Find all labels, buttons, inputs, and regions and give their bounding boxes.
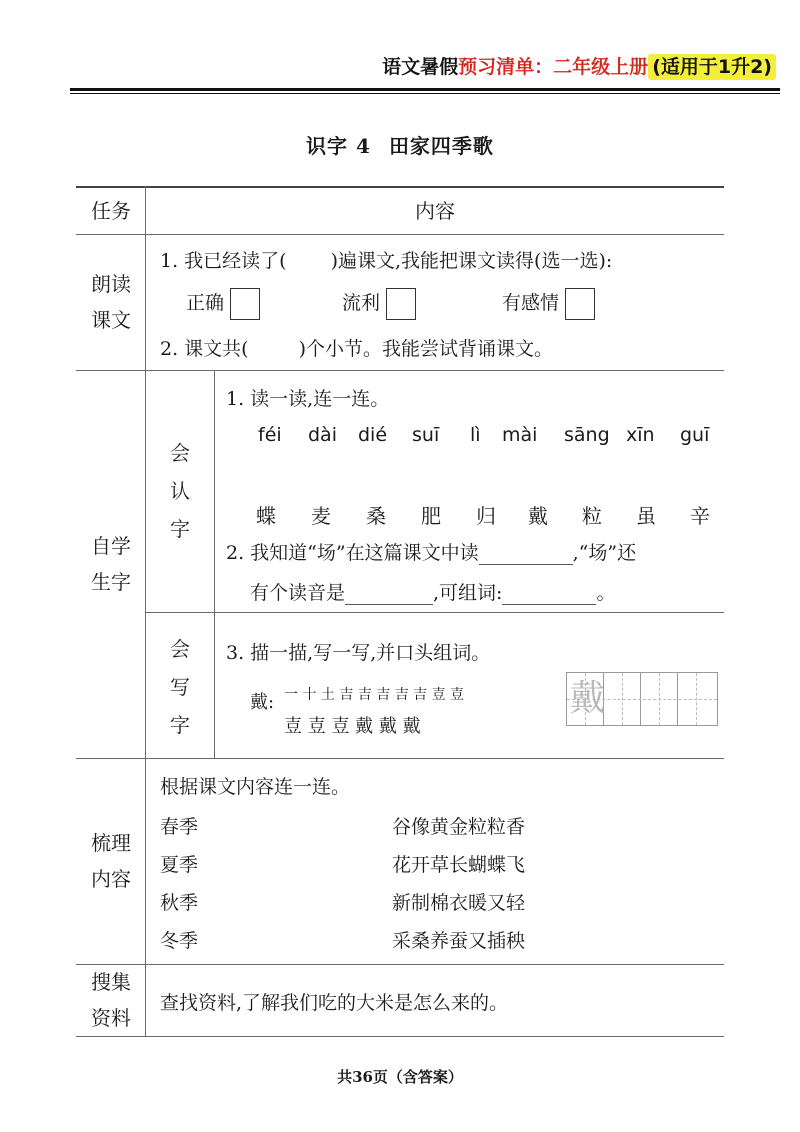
row-divider (76, 758, 724, 759)
season-item[interactable]: 春季 (160, 816, 199, 838)
page-footer: 共36页（含答案） (337, 1068, 463, 1086)
stroke-order-row-2: 壴 壴 壴 戴 戴 戴 (284, 716, 421, 737)
question-text: )遍课文,我能把课文读得(选一选): (330, 250, 613, 272)
stroke-order-label: 戴: (250, 692, 275, 713)
season-item[interactable]: 夏季 (160, 854, 199, 876)
hanzi-item[interactable]: 虽 (636, 504, 656, 528)
lesson-name: 田家四季歌 (388, 134, 494, 158)
pinyin-item[interactable]: guī (680, 424, 710, 446)
reading-question-1 (160, 246, 612, 273)
sub-label-write (162, 630, 198, 744)
reading-question-2 (160, 334, 553, 361)
row-label-line: 资料 (91, 1006, 131, 1030)
page-header (382, 52, 776, 79)
header-title-part1: 语文暑假 (382, 56, 459, 78)
season-item[interactable]: 冬季 (160, 930, 199, 952)
row-label-line: 梳理 (91, 831, 131, 855)
sub-label-recognize (162, 434, 198, 548)
option-checkbox[interactable] (230, 288, 260, 320)
hanzi-item[interactable]: 蝶 (256, 504, 276, 528)
row-label-line: 课文 (91, 308, 131, 332)
header-rule-thick (70, 88, 780, 91)
answer-blank[interactable] (249, 341, 299, 361)
row-label-reading (76, 234, 146, 370)
lesson-label: 识字 4 (306, 134, 371, 158)
row-label-collect (76, 964, 146, 1036)
hanzi-item[interactable]: 麦 (311, 504, 331, 528)
self-study-question-1: 1. 读一读,连一连。 (226, 388, 390, 410)
grid-guide (622, 673, 623, 725)
option-label: 正确 (186, 292, 225, 314)
question-text: 。 (596, 582, 616, 604)
pinyin-item[interactable]: xīn (626, 424, 655, 446)
reading-option-emotion (502, 288, 595, 320)
sub-label-char: 字 (170, 517, 190, 541)
hanzi-item[interactable]: 桑 (366, 504, 386, 528)
row-label-line: 生字 (91, 570, 131, 594)
header-rule-thin (70, 93, 780, 94)
row-label-self-study (76, 370, 146, 758)
pinyin-item[interactable]: mài (502, 424, 538, 446)
option-label: 流利 (342, 292, 381, 314)
column-divider (214, 370, 215, 758)
trace-character: 戴 (569, 678, 606, 719)
pinyin-item[interactable]: dài (308, 424, 337, 446)
hanzi-item[interactable]: 肥 (421, 504, 441, 528)
question-text: 1. 我已经读了( (160, 250, 287, 272)
answer-blank[interactable] (479, 544, 573, 565)
hanzi-item[interactable]: 归 (476, 504, 496, 528)
grid-guide (696, 673, 697, 725)
column-header-task: 任务 (91, 199, 131, 223)
row-divider (76, 370, 724, 371)
question-text: )个小节。我能尝试背诵课文。 (298, 338, 554, 360)
sub-label-char: 会 (170, 637, 190, 661)
row-divider (76, 234, 724, 235)
writing-grid[interactable] (566, 672, 718, 726)
hanzi-item[interactable]: 辛 (690, 504, 710, 528)
collect-task-text: 查找资料,了解我们吃的大米是怎么来的。 (160, 992, 509, 1014)
grid-guide (659, 673, 660, 725)
self-study-question-2-line1 (226, 538, 636, 565)
row-label-line: 搜集 (91, 970, 131, 994)
header-grade-badge: (适用于1升2) (648, 54, 776, 80)
row-label-line: 自学 (91, 534, 131, 558)
self-study-question-3: 3. 描一描,写一写,并口头组词。 (226, 642, 491, 664)
reading-option-correct (186, 288, 260, 320)
header-title-part2: 预习清单：二年级上册 (458, 56, 649, 78)
season-item[interactable]: 秋季 (160, 892, 199, 914)
table-bottom-border (76, 1036, 724, 1037)
answer-blank[interactable] (502, 584, 596, 605)
pinyin-item[interactable]: lì (470, 424, 481, 446)
self-study-question-2-line2 (250, 578, 615, 605)
phrase-item[interactable]: 采桑养蚕又插秧 (392, 930, 526, 952)
question-text: 有个读音是 (250, 582, 346, 604)
hanzi-item[interactable]: 戴 (528, 504, 548, 528)
row-label-line: 朗读 (91, 272, 131, 296)
sub-label-char: 写 (170, 675, 190, 699)
row-label-organize (76, 758, 146, 964)
answer-blank[interactable] (287, 253, 331, 273)
stroke-order-row-1: 一 十 土 吉 吉 吉 吉 吉 壴 壴 (284, 687, 465, 703)
answer-blank[interactable] (345, 584, 433, 605)
row-divider (76, 964, 724, 965)
option-label: 有感情 (502, 292, 560, 314)
reading-option-fluent (342, 288, 416, 320)
row-divider (146, 612, 724, 613)
hanzi-item[interactable]: 粒 (582, 504, 602, 528)
phrase-item[interactable]: 新制棉衣暖又轻 (392, 892, 526, 914)
organize-intro: 根据课文内容连一连。 (160, 776, 351, 798)
question-text: 2. 我知道“场”在这篇课文中读 (226, 542, 479, 564)
sub-label-char: 会 (170, 441, 190, 465)
phrase-item[interactable]: 花开草长蝴蝶飞 (392, 854, 526, 876)
pinyin-item[interactable]: sāng (564, 424, 610, 446)
question-text: ,“场”还 (572, 542, 637, 564)
option-checkbox[interactable] (386, 288, 416, 320)
row-label-line: 内容 (91, 867, 131, 891)
column-header-content: 内容 (415, 199, 455, 223)
sub-label-char: 认 (170, 479, 190, 503)
pinyin-item[interactable]: dié (358, 424, 388, 446)
lesson-title (0, 130, 800, 159)
sub-label-char: 字 (170, 713, 190, 737)
phrase-item[interactable]: 谷像黄金粒粒香 (392, 816, 526, 838)
pinyin-item[interactable]: suī (412, 424, 440, 446)
question-text: ,可组词: (433, 582, 503, 604)
question-text: 2. 课文共( (160, 338, 249, 360)
option-checkbox[interactable] (565, 288, 595, 320)
pinyin-item[interactable]: féi (258, 424, 282, 446)
